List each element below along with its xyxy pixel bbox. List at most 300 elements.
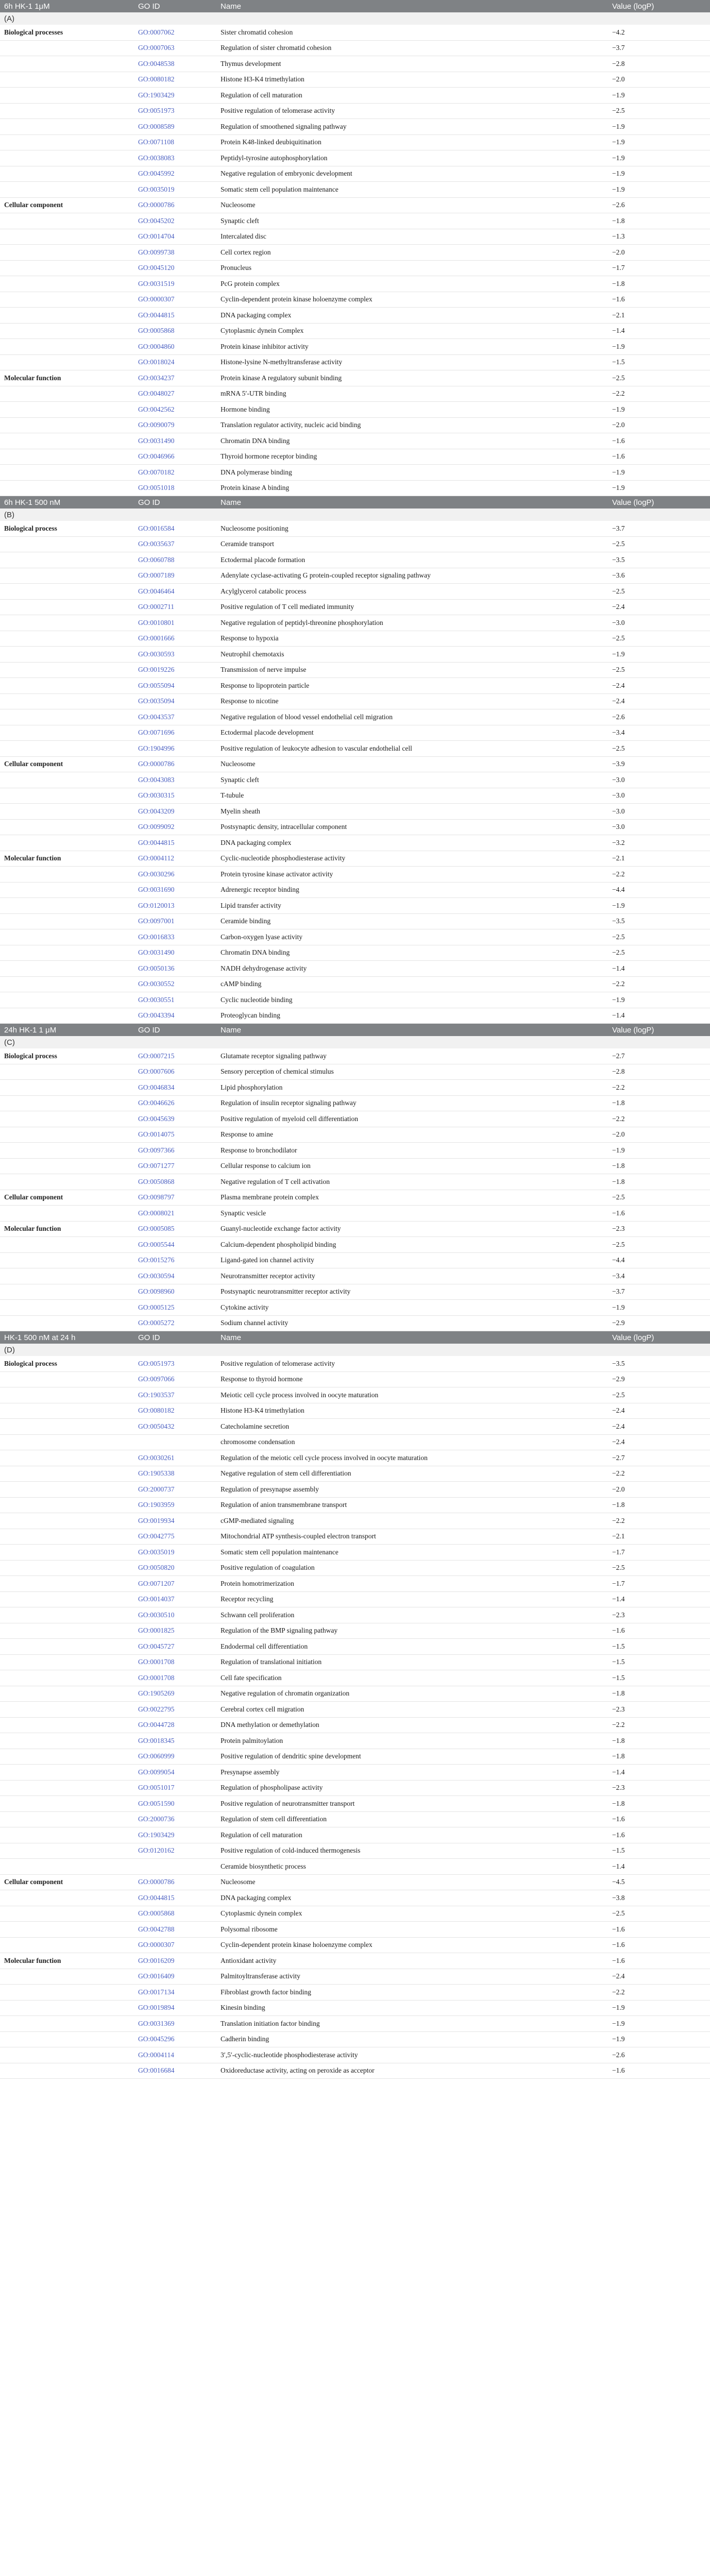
section-title: 6h HK-1 1μM — [0, 0, 134, 12]
category-cell — [0, 1906, 134, 1922]
category-cell — [0, 1654, 134, 1670]
go-id-link[interactable]: GO:1903537 — [134, 1387, 216, 1403]
category-cell: Molecular function — [0, 851, 134, 867]
term-name: Response to thyroid hormone — [216, 1371, 608, 1387]
logp-value: −2.2 — [608, 386, 710, 402]
logp-value: −4.2 — [608, 25, 710, 40]
go-id-link[interactable]: GO:1904996 — [134, 741, 216, 757]
logp-value: −2.0 — [608, 1127, 710, 1143]
logp-value: −3.8 — [608, 1890, 710, 1906]
term-name: Positive regulation of cold-induced thermogenesis — [216, 1843, 608, 1859]
category-cell — [0, 867, 134, 883]
go-id-link[interactable]: GO:0042788 — [134, 1922, 216, 1938]
category-cell — [0, 835, 134, 851]
logp-value: −2.1 — [608, 851, 710, 867]
table-row — [0, 1906, 710, 1922]
go-id-link[interactable]: GO:0071277 — [134, 1158, 216, 1174]
section-title: 6h HK-1 500 nM — [0, 496, 134, 509]
go-id-link[interactable]: GO:0050432 — [134, 1419, 216, 1435]
term-name: Protein kinase A regulatory subunit binding — [216, 370, 608, 386]
go-id-link[interactable]: GO:0120013 — [134, 898, 216, 914]
go-id-link[interactable]: GO:0050868 — [134, 1174, 216, 1190]
term-name: DNA methylation or demethylation — [216, 1717, 608, 1733]
category-cell — [0, 292, 134, 308]
term-name: Neutrophil chemotaxis — [216, 647, 608, 663]
go-id-link[interactable]: GO:0004114 — [134, 2047, 216, 2063]
term-name: Sodium channel activity — [216, 1315, 608, 1331]
go-id-link[interactable]: GO:0004860 — [134, 339, 216, 355]
go-id-link[interactable]: GO:0048027 — [134, 386, 216, 402]
table-row — [0, 1796, 710, 1812]
term-name: Synaptic vesicle — [216, 1206, 608, 1222]
term-name: Positive regulation of telomerase activity — [216, 103, 608, 119]
go-id-link[interactable]: GO:0001708 — [134, 1670, 216, 1686]
term-name: Cell fate specification — [216, 1670, 608, 1686]
category-cell — [0, 2063, 134, 2079]
table-row — [0, 1080, 710, 1096]
term-name: Cyclic-nucleotide phosphodiesterase activity — [216, 851, 608, 867]
go-id-link[interactable]: GO:0043537 — [134, 709, 216, 725]
go-id-link[interactable]: GO:0019226 — [134, 662, 216, 678]
logp-value: −2.2 — [608, 1717, 710, 1733]
go-id-link[interactable]: GO:0097001 — [134, 913, 216, 929]
category-cell — [0, 945, 134, 961]
go-id-link[interactable]: GO:0070182 — [134, 465, 216, 481]
go-id-link[interactable]: GO:0071108 — [134, 134, 216, 150]
term-name: Synaptic cleft — [216, 772, 608, 788]
term-name: Mitochondrial ATP synthesis-coupled electron transport — [216, 1529, 608, 1545]
go-id-link[interactable]: GO:0016584 — [134, 521, 216, 536]
go-id-link[interactable]: GO:0030593 — [134, 647, 216, 663]
go-id-link[interactable]: GO:0018024 — [134, 354, 216, 370]
go-id-link[interactable]: GO:0005125 — [134, 1300, 216, 1316]
term-name: Polysomal ribosome — [216, 1922, 608, 1938]
go-id-link[interactable]: GO:0000307 — [134, 292, 216, 308]
category-cell — [0, 1513, 134, 1529]
go-id-link[interactable]: GO:1905269 — [134, 1686, 216, 1702]
table-row — [0, 1843, 710, 1859]
go-id-link[interactable]: GO:0046626 — [134, 1095, 216, 1111]
go-id-link[interactable]: GO:0080182 — [134, 1403, 216, 1419]
logp-value: −2.2 — [608, 867, 710, 883]
table-row — [0, 1466, 710, 1482]
section-label: (D) — [0, 1344, 710, 1356]
go-id-link[interactable]: GO:0045120 — [134, 260, 216, 276]
term-name: Fibroblast growth factor binding — [216, 1985, 608, 2001]
category-cell — [0, 631, 134, 647]
go-id-link[interactable]: GO:0000786 — [134, 756, 216, 772]
category-cell — [0, 772, 134, 788]
category-cell — [0, 88, 134, 104]
logp-value: −1.9 — [608, 182, 710, 198]
go-id-link[interactable]: GO:0097366 — [134, 1143, 216, 1159]
logp-value: −1.9 — [608, 88, 710, 104]
logp-value: −3.0 — [608, 819, 710, 835]
go-id-link[interactable]: GO:0016209 — [134, 1953, 216, 1969]
column-header-value: Value (logP) — [608, 0, 710, 12]
go-id-link[interactable]: GO:0046834 — [134, 1080, 216, 1096]
go-id-link[interactable]: GO:0018345 — [134, 1733, 216, 1749]
table-row — [0, 584, 710, 600]
go-id-link[interactable]: GO:0016409 — [134, 1969, 216, 1985]
go-id-link[interactable]: GO:0008589 — [134, 119, 216, 135]
go-id-link[interactable]: GO:0080182 — [134, 72, 216, 88]
go-id-link[interactable]: GO:0034237 — [134, 370, 216, 386]
go-id-link[interactable]: GO:0030296 — [134, 867, 216, 883]
go-id-link[interactable]: GO:0099054 — [134, 1765, 216, 1781]
logp-value: −3.0 — [608, 772, 710, 788]
go-id-link[interactable]: GO:0030552 — [134, 976, 216, 992]
go-id-link[interactable]: GO:0051017 — [134, 1780, 216, 1796]
term-name: Postsynaptic density, intracellular component — [216, 819, 608, 835]
go-id-link[interactable] — [134, 1434, 216, 1450]
go-id-link[interactable]: GO:0005272 — [134, 1315, 216, 1331]
table-row — [0, 1591, 710, 1607]
category-cell — [0, 709, 134, 725]
column-header-value: Value (logP) — [608, 1024, 710, 1037]
go-id-link[interactable]: GO:0051973 — [134, 1356, 216, 1371]
logp-value: −2.5 — [608, 536, 710, 552]
term-name: Ectodermal placode development — [216, 725, 608, 741]
go-id-link[interactable]: GO:0014704 — [134, 229, 216, 245]
go-id-link[interactable]: GO:0060999 — [134, 1749, 216, 1765]
term-name: Plasma membrane protein complex — [216, 1190, 608, 1206]
go-id-link[interactable]: GO:1903429 — [134, 1827, 216, 1843]
category-cell — [0, 725, 134, 741]
logp-value: −1.8 — [608, 1497, 710, 1513]
term-name: Somatic stem cell population maintenance — [216, 182, 608, 198]
go-id-link[interactable]: GO:0000786 — [134, 1874, 216, 1890]
go-id-link[interactable]: GO:0045202 — [134, 213, 216, 229]
category-cell — [0, 433, 134, 449]
go-id-link[interactable]: GO:0015276 — [134, 1252, 216, 1268]
category-cell — [0, 103, 134, 119]
go-id-link[interactable]: GO:0098960 — [134, 1284, 216, 1300]
go-id-link[interactable]: GO:1903959 — [134, 1497, 216, 1513]
go-id-link[interactable]: GO:0001666 — [134, 631, 216, 647]
term-name: Protein homotrimerization — [216, 1576, 608, 1592]
go-id-link[interactable]: GO:0007215 — [134, 1048, 216, 1064]
table-row — [0, 1064, 710, 1080]
logp-value: −2.5 — [608, 1237, 710, 1253]
logp-value: −2.8 — [608, 1064, 710, 1080]
logp-value: −2.3 — [608, 1221, 710, 1237]
logp-value: −1.7 — [608, 1576, 710, 1592]
table-row — [0, 976, 710, 992]
category-cell — [0, 276, 134, 292]
go-id-link[interactable]: GO:0060788 — [134, 552, 216, 568]
logp-value: −1.8 — [608, 1749, 710, 1765]
category-cell — [0, 449, 134, 465]
go-id-link[interactable]: GO:0035019 — [134, 182, 216, 198]
term-name: Response to hypoxia — [216, 631, 608, 647]
go-id-link[interactable]: GO:0019934 — [134, 1513, 216, 1529]
logp-value: −3.4 — [608, 725, 710, 741]
category-cell — [0, 354, 134, 370]
logp-value: −2.6 — [608, 2047, 710, 2063]
category-cell — [0, 976, 134, 992]
go-id-link[interactable]: GO:0022795 — [134, 1702, 216, 1718]
go-id-link[interactable]: GO:0016833 — [134, 929, 216, 945]
table-row — [0, 898, 710, 914]
term-name: Antioxidant activity — [216, 1953, 608, 1969]
category-cell — [0, 1419, 134, 1435]
go-id-link[interactable]: GO:0000786 — [134, 197, 216, 213]
category-cell — [0, 1623, 134, 1639]
logp-value: −3.2 — [608, 835, 710, 851]
column-header-name: Name — [216, 496, 608, 509]
logp-value: −1.6 — [608, 1953, 710, 1969]
go-id-link[interactable]: GO:0099738 — [134, 245, 216, 261]
table-row — [0, 2031, 710, 2047]
category-cell — [0, 1639, 134, 1655]
logp-value: −1.6 — [608, 1206, 710, 1222]
go-id-link[interactable]: GO:0044815 — [134, 1890, 216, 1906]
go-id-link[interactable]: GO:0046966 — [134, 449, 216, 465]
go-id-link[interactable]: GO:0071207 — [134, 1576, 216, 1592]
logp-value: −2.9 — [608, 1371, 710, 1387]
go-id-link[interactable]: GO:0001825 — [134, 1623, 216, 1639]
go-id-link[interactable]: GO:0046464 — [134, 584, 216, 600]
logp-value: −3.7 — [608, 521, 710, 536]
category-cell — [0, 898, 134, 914]
category-cell — [0, 1796, 134, 1812]
category-cell — [0, 1434, 134, 1450]
go-id-link[interactable]: GO:0005868 — [134, 1906, 216, 1922]
table-row — [0, 1497, 710, 1513]
go-id-link[interactable]: GO:0043083 — [134, 772, 216, 788]
table-row — [0, 1174, 710, 1190]
category-cell: Cellular component — [0, 1190, 134, 1206]
table-row — [0, 1356, 710, 1371]
go-id-link[interactable]: GO:0050136 — [134, 961, 216, 977]
logp-value: −1.4 — [608, 1765, 710, 1781]
term-name: Regulation of translational initiation — [216, 1654, 608, 1670]
logp-value: −1.9 — [608, 339, 710, 355]
table-row — [0, 1284, 710, 1300]
logp-value: −1.9 — [608, 1300, 710, 1316]
go-id-link[interactable]: GO:0007062 — [134, 25, 216, 40]
go-id-link[interactable]: GO:0030315 — [134, 788, 216, 804]
go-id-link[interactable]: GO:0099092 — [134, 819, 216, 835]
go-id-link[interactable]: GO:0005544 — [134, 1237, 216, 1253]
go-id-link[interactable]: GO:0045639 — [134, 1111, 216, 1127]
column-header-value: Value (logP) — [608, 1331, 710, 1344]
logp-value: −1.8 — [608, 213, 710, 229]
table-row — [0, 2016, 710, 2032]
go-id-link[interactable]: GO:2000737 — [134, 1482, 216, 1498]
category-cell — [0, 150, 134, 166]
go-id-link[interactable]: GO:0030551 — [134, 992, 216, 1008]
term-name: Nucleosome positioning — [216, 521, 608, 536]
go-id-link[interactable]: GO:0045992 — [134, 166, 216, 182]
go-id-link[interactable]: GO:0043209 — [134, 804, 216, 820]
go-id-link[interactable]: GO:0035019 — [134, 1545, 216, 1561]
category-cell — [0, 1591, 134, 1607]
category-cell — [0, 1174, 134, 1190]
go-id-link[interactable]: GO:0014075 — [134, 1127, 216, 1143]
logp-value: −1.9 — [608, 119, 710, 135]
go-id-link[interactable]: GO:0030261 — [134, 1450, 216, 1466]
go-id-link[interactable]: GO:0031369 — [134, 2016, 216, 2032]
go-id-link[interactable]: GO:0044815 — [134, 308, 216, 324]
category-cell — [0, 1158, 134, 1174]
term-name: Cyclin-dependent protein kinase holoenzyme complex — [216, 1937, 608, 1953]
table-row — [0, 1937, 710, 1953]
go-id-link[interactable]: GO:0007189 — [134, 568, 216, 584]
term-name: DNA polymerase binding — [216, 465, 608, 481]
go-id-link[interactable]: GO:0051018 — [134, 480, 216, 496]
table-row — [0, 1252, 710, 1268]
table-row — [0, 521, 710, 536]
go-id-link[interactable]: GO:0035637 — [134, 536, 216, 552]
go-id-link[interactable]: GO:0004112 — [134, 851, 216, 867]
go-id-link[interactable]: GO:0010801 — [134, 615, 216, 631]
go-id-link[interactable] — [134, 1859, 216, 1875]
go-id-link[interactable]: GO:0042775 — [134, 1529, 216, 1545]
go-id-link[interactable]: GO:2000736 — [134, 1811, 216, 1827]
go-id-link[interactable]: GO:1903429 — [134, 88, 216, 104]
table-row — [0, 662, 710, 678]
go-id-link[interactable]: GO:0005085 — [134, 1221, 216, 1237]
go-id-link[interactable]: GO:0050820 — [134, 1560, 216, 1576]
term-name: Regulation of presynapse assembly — [216, 1482, 608, 1498]
table-row — [0, 150, 710, 166]
term-name: Ceramide biosynthetic process — [216, 1859, 608, 1875]
logp-value: −2.5 — [608, 1906, 710, 1922]
go-id-link[interactable]: GO:0002711 — [134, 599, 216, 615]
term-name: Schwann cell proliferation — [216, 1607, 608, 1623]
term-name: DNA packaging complex — [216, 835, 608, 851]
term-name: Response to lipoprotein particle — [216, 678, 608, 694]
go-id-link[interactable]: GO:0045727 — [134, 1639, 216, 1655]
go-id-link[interactable]: GO:0001708 — [134, 1654, 216, 1670]
table-row — [0, 245, 710, 261]
table-row — [0, 1190, 710, 1206]
logp-value: −2.1 — [608, 308, 710, 324]
term-name: Positive regulation of neurotransmitter transport — [216, 1796, 608, 1812]
logp-value: −1.3 — [608, 229, 710, 245]
go-id-link[interactable]: GO:0120162 — [134, 1843, 216, 1859]
category-cell — [0, 913, 134, 929]
category-cell — [0, 480, 134, 496]
go-id-link[interactable]: GO:0097066 — [134, 1371, 216, 1387]
go-id-link[interactable]: GO:0000307 — [134, 1937, 216, 1953]
go-id-link[interactable]: GO:0048538 — [134, 56, 216, 72]
go-id-link[interactable]: GO:0016684 — [134, 2063, 216, 2079]
table-row — [0, 725, 710, 741]
go-id-link[interactable]: GO:0045296 — [134, 2031, 216, 2047]
go-id-link[interactable]: GO:0098797 — [134, 1190, 216, 1206]
column-header-go-id: GO ID — [134, 496, 216, 509]
go-id-link[interactable]: GO:0035094 — [134, 693, 216, 709]
go-id-link[interactable]: GO:0030594 — [134, 1268, 216, 1284]
category-cell — [0, 402, 134, 418]
go-id-link[interactable]: GO:0017134 — [134, 1985, 216, 2001]
logp-value: −1.5 — [608, 1639, 710, 1655]
go-id-link[interactable]: GO:0042562 — [134, 402, 216, 418]
go-id-link[interactable]: GO:0051973 — [134, 103, 216, 119]
table-row — [0, 1450, 710, 1466]
go-id-link[interactable]: GO:0031490 — [134, 945, 216, 961]
table-row — [0, 819, 710, 835]
table-row — [0, 1143, 710, 1159]
go-id-link[interactable]: GO:0007063 — [134, 40, 216, 56]
go-id-link[interactable]: GO:0030510 — [134, 1607, 216, 1623]
table-row — [0, 1434, 710, 1450]
table-row — [0, 1985, 710, 2001]
logp-value: −2.6 — [608, 709, 710, 725]
category-cell — [0, 1937, 134, 1953]
go-id-link[interactable]: GO:0031490 — [134, 433, 216, 449]
category-cell — [0, 552, 134, 568]
logp-value: −1.6 — [608, 292, 710, 308]
term-name: cAMP binding — [216, 976, 608, 992]
term-name: Positive regulation of coagulation — [216, 1560, 608, 1576]
logp-value: −1.5 — [608, 1843, 710, 1859]
category-cell — [0, 2000, 134, 2016]
go-id-link[interactable]: GO:0051590 — [134, 1796, 216, 1812]
table-row — [0, 804, 710, 820]
category-cell: Cellular component — [0, 1874, 134, 1890]
term-name: Kinesin binding — [216, 2000, 608, 2016]
go-id-link[interactable]: GO:0090079 — [134, 417, 216, 433]
category-cell: Molecular function — [0, 1221, 134, 1237]
table-row — [0, 945, 710, 961]
term-name: Cytoplasmic dynein Complex — [216, 323, 608, 339]
term-name: Cytoplasmic dynein complex — [216, 1906, 608, 1922]
logp-value: −1.6 — [608, 1922, 710, 1938]
category-cell — [0, 1111, 134, 1127]
go-id-link[interactable]: GO:0014037 — [134, 1591, 216, 1607]
go-id-link[interactable]: GO:0031519 — [134, 276, 216, 292]
category-cell — [0, 1686, 134, 1702]
go-id-link[interactable]: GO:0071696 — [134, 725, 216, 741]
logp-value: −2.4 — [608, 1403, 710, 1419]
go-id-link[interactable]: GO:1905338 — [134, 1466, 216, 1482]
go-id-link[interactable]: GO:0008021 — [134, 1206, 216, 1222]
term-name: Proteoglycan binding — [216, 1008, 608, 1024]
category-cell: Molecular function — [0, 370, 134, 386]
go-id-link[interactable]: GO:0038083 — [134, 150, 216, 166]
logp-value: −1.7 — [608, 1545, 710, 1561]
table-row — [0, 1890, 710, 1906]
go-id-link[interactable]: GO:0055094 — [134, 678, 216, 694]
table-row — [0, 292, 710, 308]
logp-value: −2.4 — [608, 678, 710, 694]
go-id-link[interactable]: GO:0043394 — [134, 1008, 216, 1024]
go-id-link[interactable]: GO:0019894 — [134, 2000, 216, 2016]
logp-value: −1.9 — [608, 2000, 710, 2016]
term-name: Nucleosome — [216, 756, 608, 772]
go-id-link[interactable]: GO:0044728 — [134, 1717, 216, 1733]
go-id-link[interactable]: GO:0007606 — [134, 1064, 216, 1080]
logp-value: −1.4 — [608, 1859, 710, 1875]
table-row — [0, 1654, 710, 1670]
table-row — [0, 1702, 710, 1718]
category-cell — [0, 1576, 134, 1592]
table-row — [0, 1048, 710, 1064]
category-cell — [0, 1780, 134, 1796]
go-id-link[interactable]: GO:0044815 — [134, 835, 216, 851]
table-row — [0, 1827, 710, 1843]
go-id-link[interactable]: GO:0031690 — [134, 882, 216, 898]
category-cell — [0, 229, 134, 245]
category-cell — [0, 568, 134, 584]
term-name: Lipid transfer activity — [216, 898, 608, 914]
go-id-link[interactable]: GO:0005868 — [134, 323, 216, 339]
table-row — [0, 339, 710, 355]
